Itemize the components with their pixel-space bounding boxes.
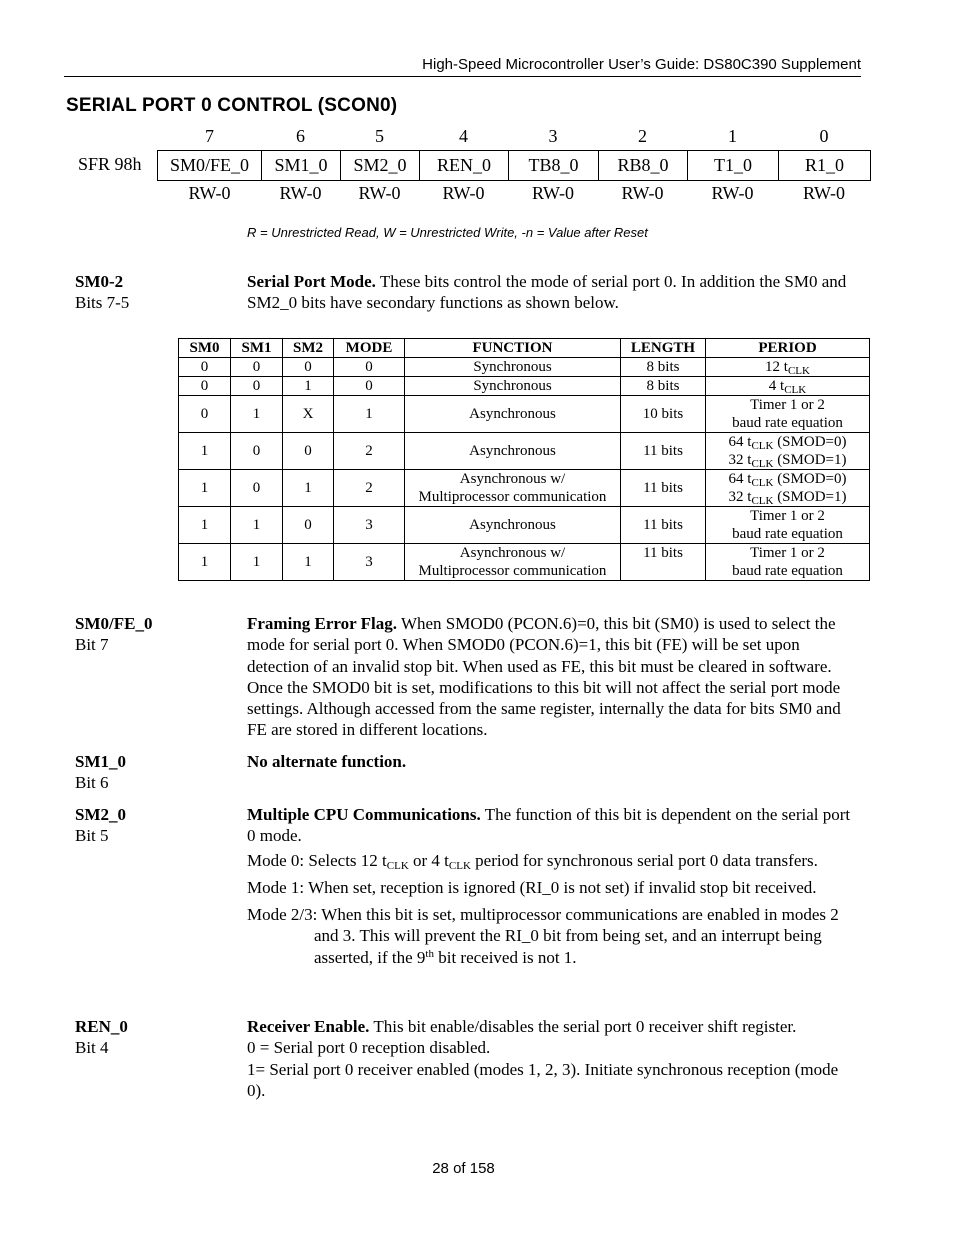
table-row [179,433,870,470]
description-text: When SMOD0 (PCON.6)=0, this bit (SM0) is used to select the mode for serial port 0. When SMOD0 (PCON.6)=1, this bit (FE) will be set upon detection of an invalid stop bit. When used as FE, this bit must be cleared in software. Once the SMOD0 bit is set, modifications to this bit will not affect the serial port mode settings. Although accessed from the same register, internally the data for bits SM0 and FE are stored in different locations. [247,614,841,740]
cell-sm0: 0 [179,377,231,396]
table-row [179,358,870,377]
mode23-note: Mode 2/3: When this bit is set, multiprocessor communications are enabled in modes 2 and 3. This will prevent the RI_0 bit from being set, and an interrupt being asserted, if the 9th bit received is not 1. [247,905,839,967]
cell-function: Synchronous [405,377,621,396]
column-header: SM2 [283,339,334,358]
mode0-note: Mode 0: Selects 12 $t_{CLK}$ or 4 $t_{CLK}$ period for synchronous serial port 0 data transfers. [247,850,818,872]
mode1-note: Mode 1: When set, reception is ignored (RI_0 is not set) if invalid stop bit received. [247,877,817,897]
register-bit-cell: SM1_0 [262,151,341,180]
cell-function: Asynchronous [405,396,621,433]
cell-period: 4 $t_{CLK}$ [706,377,870,396]
page-number: 28 of 158 [432,1160,495,1177]
sm1-description [247,751,859,772]
description-text: This bit enable/disables the serial port 0 receiver shift register. [369,1017,797,1036]
description-paragraph [247,804,859,847]
cell-period: Timer 1 or 2 baud rate equation [706,544,870,581]
running-header: High-Speed Microcontroller User’s Guide: DS80C390 Supplement [422,56,861,73]
cell-sm2: 0 [283,433,334,470]
cell-sm1: 1 [231,396,283,433]
cell-sm1: 0 [231,470,283,507]
register-bit-cell: SM2_0 [341,151,420,180]
cell-sm0: 1 [179,433,231,470]
bit-name: SM1_0 [75,752,126,771]
bit-number: 7 [205,126,214,146]
column-header: MODE [334,339,405,358]
bit-range: Bit 6 [75,773,109,793]
cell-sm0: 1 [179,544,231,581]
register-bit-cell: TB8_0 [509,151,599,180]
register-bit-cell: T1_0 [688,151,779,180]
ren-description [247,1016,859,1101]
bit-number: 6 [296,126,305,146]
cell-length: 10 bits [621,396,706,433]
cell-function: Asynchronous w/ Multiprocessor communication [405,544,621,581]
cell-period: 64 $t_{CLK}$ (SMOD=0) 32 $t_{CLK}$ (SMOD=1) [706,470,870,507]
register-access [158,183,870,205]
header-rule [64,76,861,77]
cell-sm2: 1 [283,470,334,507]
cell-sm2: X [283,396,334,433]
cell-sm0: 0 [179,358,231,377]
description-title: No alternate function. [247,752,407,771]
cell-function: Synchronous [405,358,621,377]
bit-number: 5 [375,126,384,146]
access-value: RW-0 [279,183,322,203]
access-value: RW-0 [802,183,845,203]
register-box [157,150,871,181]
bit-number: 4 [459,126,468,146]
register-bit-cell: SM0/FE_0 [158,151,262,180]
register-bit-cell: RB8_0 [599,151,688,180]
cell-sm2: 0 [283,507,334,544]
cell-sm1: 0 [231,377,283,396]
cell-length: 8 bits [621,377,706,396]
cell-sm1: 0 [231,358,283,377]
access-value: RW-0 [442,183,485,203]
bit-range: Bit 7 [75,635,109,655]
sm2-description [247,804,859,968]
ren-label [75,1016,128,1059]
register-bit-cell: R1_0 [804,155,844,175]
description-title: Receiver Enable. [247,1017,370,1036]
cell-length: 11 bits [621,433,706,470]
description-text: These bits control the mode of serial port 0. In addition the SM0 and SM2_0 bits have secondary functions as shown below. [247,272,847,313]
bit-number: 3 [548,126,558,146]
cell-mode: 1 [334,396,405,433]
cell-mode: 3 [334,507,405,544]
column-header: PERIOD [706,339,870,358]
access-value: RW-0 [711,183,754,203]
mode-table [178,338,870,581]
description-title: Serial Port Mode. [247,272,376,291]
column-header: SM1 [231,339,283,358]
cell-sm2: 1 [283,544,334,581]
cell-mode: 0 [334,377,405,396]
cell-function: Asynchronous [405,507,621,544]
cell-period: Timer 1 or 2 baud rate equation [706,396,870,433]
bit-name: SM2_0 [75,805,126,824]
table-row [179,377,870,396]
access-value: RW-0 [531,183,574,203]
bit-name: SM0/FE_0 [75,614,153,633]
cell-sm0: 0 [179,396,231,433]
ren-value-1: 1= Serial port 0 receiver enabled (modes 1, 2, 3). Initiate synchronous reception (mode 0). [247,1059,839,1100]
cell-sm1: 1 [231,544,283,581]
description-text: The function of this bit is dependent on the serial port 0 mode. [247,805,851,846]
table-row [179,470,870,507]
access-value: RW-0 [621,183,664,203]
sm02-description [247,271,847,314]
table-row [179,544,870,581]
cell-sm2: 1 [283,377,334,396]
register-bit-cell: REN_0 [420,151,509,180]
cell-mode: 2 [334,433,405,470]
bit-name: SM0-2 [75,272,124,291]
cell-sm0: 1 [179,470,231,507]
cell-sm0: 1 [179,507,231,544]
cell-sm1: 1 [231,507,283,544]
sm0fe-description [247,613,859,741]
cell-sm2: 0 [283,358,334,377]
description-title: Framing Error Flag. [247,614,397,633]
bit-range: Bits 7-5 [75,293,130,313]
cell-mode: 0 [334,358,405,377]
cell-length: 11 bits [621,544,706,581]
cell-length: 11 bits [621,470,706,507]
column-header: FUNCTION [405,339,621,358]
cell-length: 8 bits [621,358,706,377]
access-value: RW-0 [358,183,401,203]
bit-number: 2 [638,126,647,146]
ren-value-0: 0 = Serial port 0 reception disabled. [247,1038,491,1058]
sm02-label [75,271,129,314]
column-header: LENGTH [621,339,706,358]
sm2-label [75,804,126,847]
sm0fe-label [75,613,152,656]
bit-range: Bit 5 [75,826,109,846]
cell-mode: 2 [334,470,405,507]
access-value: RW-0 [188,183,231,203]
bit-number: 0 [819,126,829,146]
cell-mode: 3 [334,544,405,581]
cell-period: 12 $t_{CLK}$ [706,358,870,377]
description-paragraph [247,1016,859,1037]
bit-number: 1 [728,126,737,146]
description-title: Multiple CPU Communications. [247,805,481,824]
cell-function: Asynchronous [405,433,621,470]
table-header-row [179,339,870,358]
bit-range: Bit 4 [75,1038,109,1058]
access-legend: R = Unrestricted Read, W = Unrestricted Write, -n = Value after Reset [247,225,648,240]
sm1-label [75,751,126,794]
table-row [179,396,870,433]
column-header: SM0 [179,339,231,358]
register-bit-numbers [158,126,870,148]
bit-name: REN_0 [75,1017,128,1036]
table-row [179,507,870,544]
cell-period: Timer 1 or 2 baud rate equation [706,507,870,544]
cell-sm1: 0 [231,433,283,470]
cell-function: Asynchronous w/ Multiprocessor communication [405,470,621,507]
sfr-address: SFR 98h [78,154,142,174]
cell-length: 11 bits [621,507,706,544]
cell-period: 64 $t_{CLK}$ (SMOD=0) 32 $t_{CLK}$ (SMOD=1) [706,433,870,470]
section-title: SERIAL PORT 0 CONTROL (SCON0) [66,95,398,116]
